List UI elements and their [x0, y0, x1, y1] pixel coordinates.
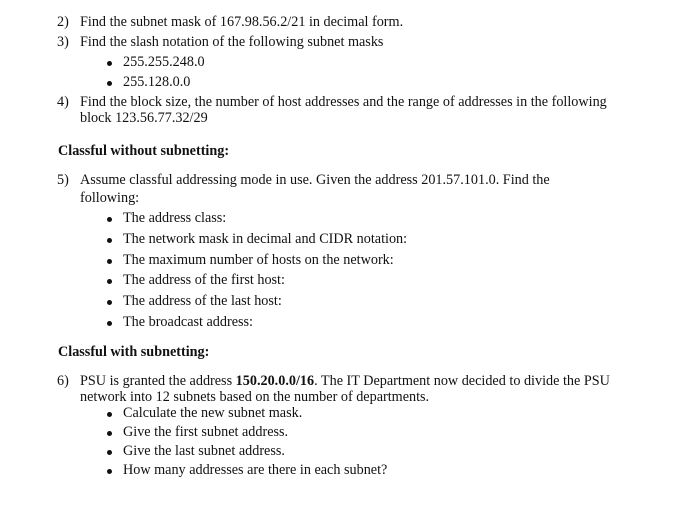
q3-mask-1: 255.255.248.0: [123, 54, 205, 70]
bullet-icon: [107, 431, 112, 436]
q5-line-1: Assume classful addressing mode in use. Given the address 201.57.101.0. Find the: [80, 172, 550, 188]
q4-line-1: Find the block size, the number of host addresses and the range of addresses in the following: [80, 94, 607, 110]
section-heading-classful-without-subnetting: Classful without subnetting:: [58, 143, 230, 159]
q6-item-4: How many addresses are there in each subnet?: [123, 462, 388, 478]
q6-line-1-post: . The IT Department now decided to divide the PSU: [314, 373, 610, 389]
q3-mask-2: 255.128.0.0: [123, 74, 191, 90]
q5-item-4: The address of the first host:: [123, 272, 285, 288]
bullet-icon: [107, 321, 112, 326]
q6-number: 6): [57, 373, 69, 389]
q5-line-2: following:: [80, 190, 140, 206]
q3-text: Find the slash notation of the following subnet masks: [80, 34, 384, 50]
q6-line-1: [80, 373, 610, 390]
bullet-icon: [107, 279, 112, 284]
bullet-icon: [107, 450, 112, 455]
section-heading-classful-with-subnetting: Classful with subnetting:: [58, 344, 210, 360]
q6-item-1: Calculate the new subnet mask.: [123, 405, 303, 421]
q5-item-3: The maximum number of hosts on the network:: [123, 252, 394, 268]
q5-item-5: The address of the last host:: [123, 293, 282, 309]
q6-line-2: network into 12 subnets based on the number of departments.: [80, 389, 430, 405]
q6-address: 150.20.0.0/16: [235, 373, 315, 389]
bullet-icon: [107, 259, 112, 264]
bullet-icon: [107, 300, 112, 305]
bullet-icon: [107, 61, 112, 66]
q6-item-2: Give the first subnet address.: [123, 424, 289, 440]
q2-number: 2): [57, 14, 69, 30]
q4-number: 4): [57, 94, 69, 110]
bullet-icon: [107, 469, 112, 474]
q6-item-3: Give the last subnet address.: [123, 443, 285, 459]
q3-number: 3): [57, 34, 69, 50]
bullet-icon: [107, 217, 112, 222]
q6-line-1-pre: PSU is granted the address: [80, 373, 236, 389]
q4-line-2: block 123.56.77.32/29: [80, 110, 208, 126]
bullet-icon: [107, 412, 112, 417]
bullet-icon: [107, 238, 112, 243]
q2-text: Find the subnet mask of 167.98.56.2/21 in decimal form.: [80, 14, 404, 30]
q5-item-2: The network mask in decimal and CIDR notation:: [123, 231, 408, 247]
q5-number: 5): [57, 172, 69, 188]
q5-item-6: The broadcast address:: [123, 314, 254, 330]
bullet-icon: [107, 81, 112, 86]
q5-item-1: The address class:: [123, 210, 227, 226]
